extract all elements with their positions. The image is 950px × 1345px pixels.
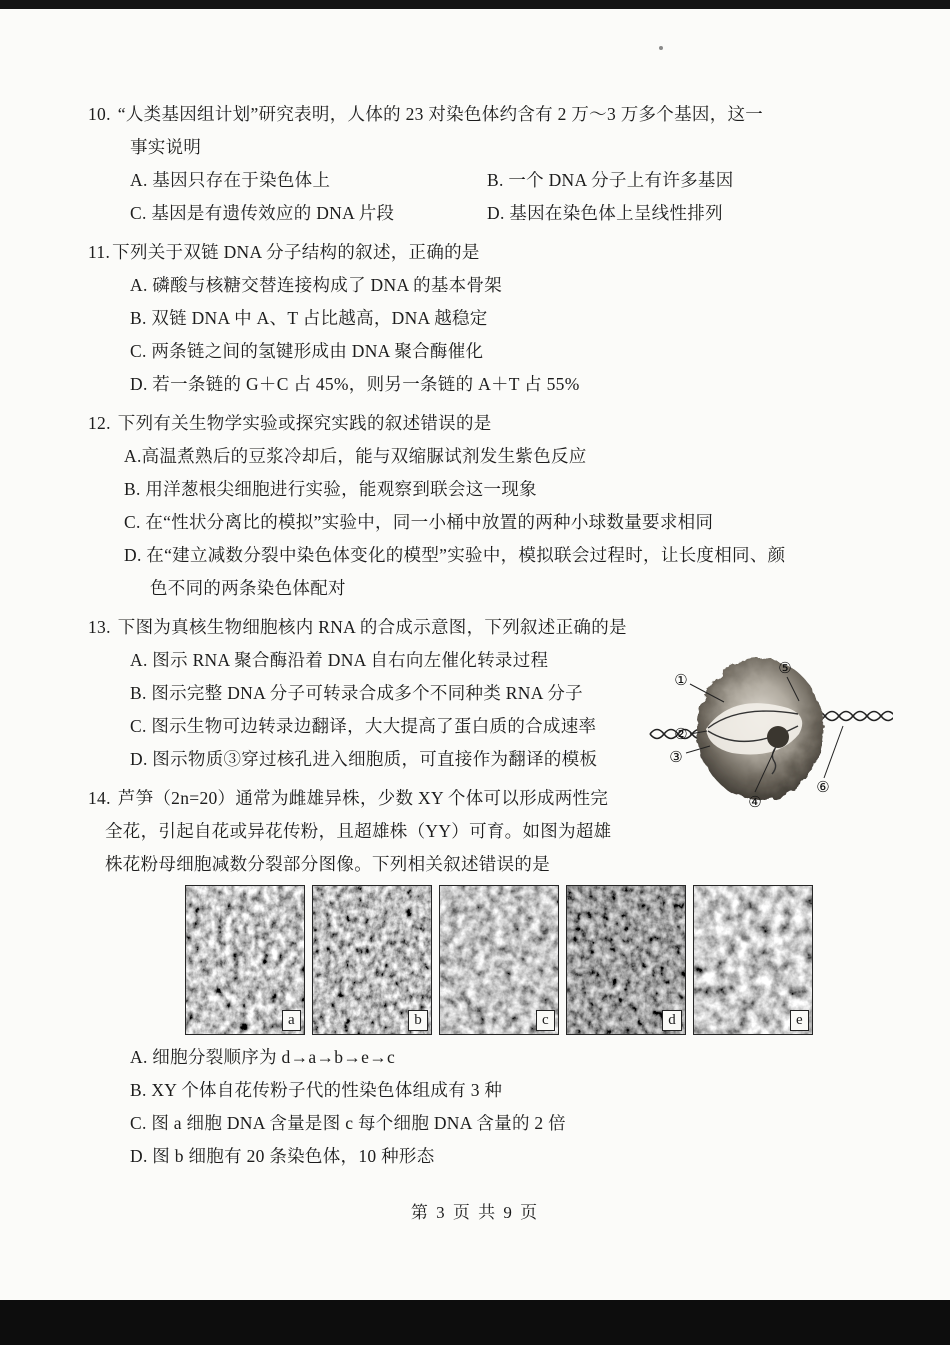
question-13-option-b: B. 图示完整 DNA 分子可转录合成多个不同种类 RNA 分子 [130,683,583,703]
micrograph-c [439,885,559,1035]
rna-polymerase [767,726,789,748]
question-13-options [88,644,730,776]
question-12-option-d: D. 在“建立减数分裂中染色体变化的模型”实验中，模拟联会过程时，让长度相同、颜 [124,545,786,565]
rna-synthesis-diagram [648,634,893,846]
question-11-options [88,269,894,401]
question-10-option-c: C. 基因是有遗传效应的 DNA 片段 [130,203,395,223]
question-13-number: 13. [88,617,111,637]
question-11-option-a: A. 磷酸与核糖交替连接构成了 DNA 的基本骨架 [130,275,503,295]
scan-artifact-dot [659,46,663,50]
dna-strand-right [811,712,893,721]
question-13-option-c: C. 图示生物可边转录边翻译，大大提高了蛋白质的合成速率 [130,716,597,736]
question-12-stem [88,407,894,440]
question-12-number: 12. [88,413,111,433]
diagram-label-1: ① [674,673,688,689]
question-12-option-a: A.高温煮熟后的豆浆冷却后，能与双缩脲试剂发生紫色反应 [124,446,587,466]
micrograph-d [566,885,686,1035]
question-14-option-d: D. 图 b 细胞有 20 条染色体，10 种形态 [130,1146,435,1166]
rna-synthesis-figure [648,634,893,846]
question-14-option-b: B. XY 个体自花传粉子代的性染色体组成有 3 种 [130,1080,503,1100]
question-12-option-c: C. 在“性状分离比的模拟”实验中，同一小桶中放置的两种小球数量要求相同 [124,512,714,532]
micrograph-b-label: b [408,1010,428,1031]
question-14-options [88,1041,894,1173]
question-13-stem-text: 下图为真核生物细胞核内 RNA 的合成示意图，下列叙述正确的是 [117,617,627,637]
question-12 [88,407,894,605]
micrograph-b [312,885,432,1035]
question-12-stem-text: 下列有关生物学实验或探究实践的叙述错误的是 [117,413,492,433]
question-10-option-a: A. 基因只存在于染色体上 [130,170,331,190]
diagram-label-6: ⑥ [816,780,830,796]
question-10-stem-cont: 事实说明 [130,137,202,157]
question-10-option-b: B. 一个 DNA 分子上有许多基因 [487,170,734,190]
question-14-stem-line3: 株花粉母细胞减数分裂部分图像。下列相关叙述错误的是 [105,854,550,874]
question-10-stem-text: “人类基因组计划”研究表明，人体的 23 对染色体约含有 2 万～3 万多个基因，这一 [117,104,764,124]
question-12-options [88,440,894,605]
diagram-label-2: ② [674,727,688,743]
meiosis-micrograph-row [185,885,894,1035]
question-11-option-c: C. 两条链之间的氢键形成由 DNA 聚合酶催化 [130,341,484,361]
question-14-option-c: C. 图 a 细胞 DNA 含量是图 c 每个细胞 DNA 含量的 2 倍 [130,1113,566,1133]
diagram-label-3: ③ [669,750,683,766]
question-13-option-d: D. 图示物质③穿过核孔进入细胞质，可直接作为翻译的模板 [130,749,598,769]
micrograph-e-label: e [790,1010,809,1031]
page-footer: 第 3 页 共 9 页 [410,1203,540,1222]
micrograph-a-label: a [282,1010,301,1031]
question-11-option-d: D. 若一条链的 G＋C 占 45%，则另一条链的 A＋T 占 55% [130,374,580,394]
question-13-option-a: A. 图示 RNA 聚合酶沿着 DNA 自右向左催化转录过程 [130,650,549,670]
question-12-option-b: B. 用洋葱根尖细胞进行实验，能观察到联会这一现象 [124,479,537,499]
question-14-stem-line2: 全花，引起自花或异花传粉，且超雄株（YY）可育。如图为超雄 [105,821,612,841]
question-10-number: 10. [88,104,111,124]
question-10-option-d: D. 基因在染色体上呈线性排列 [487,203,723,223]
diagram-label-5: ⑤ [778,661,792,677]
micrograph-a [185,885,305,1035]
question-10-options [88,164,894,230]
question-11-stem-text: 下列关于双链 DNA 分子结构的叙述，正确的是 [112,242,480,262]
micrograph-e [693,885,813,1035]
question-11-number: 11. [88,242,111,262]
question-11-option-b: B. 双链 DNA 中 A、T 占比越高，DNA 越稳定 [130,308,488,328]
question-11 [88,236,894,401]
micrograph-d-label: d [662,1010,682,1031]
micrograph-c-label: c [536,1010,555,1031]
question-10-stem [88,98,894,131]
question-14-stem-text1: 芦笋（2n=20）通常为雌雄异株，少数 XY 个体可以形成两性完 [117,788,609,808]
question-14-option-a: A. 细胞分裂顺序为 d→a→b→e→c [130,1047,396,1067]
question-11-stem [88,236,894,269]
diagram-label-4: ④ [748,795,762,811]
scan-artifact-top-edge [0,0,950,9]
question-14-number: 14. [88,788,111,808]
scan-artifact-bottom-edge [0,1300,950,1345]
question-12-option-d-cont: 色不同的两条染色体配对 [150,578,346,598]
question-10 [88,98,894,230]
